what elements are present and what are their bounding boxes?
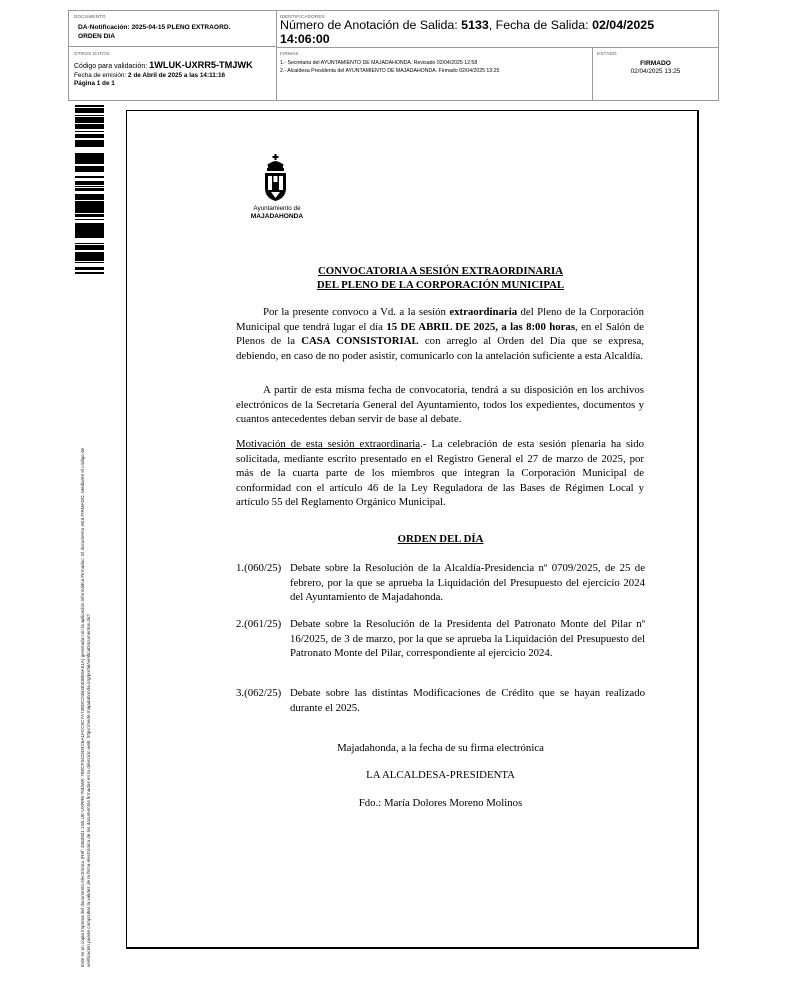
agenda-item — [236, 561, 645, 605]
barcode-bar — [75, 199, 104, 200]
agenda-item-text: Debate sobre las distintas Modificaciones de Crédito que se hayan realizado durante el 2025. — [290, 687, 645, 714]
barcode-bar — [75, 106, 104, 107]
barcode-bar — [75, 127, 104, 129]
agenda-item-number: 2.(061/25) — [236, 618, 282, 630]
barcode-bar — [75, 206, 104, 208]
barcode-bar — [75, 188, 104, 189]
codigo-valor: 1WLUK-UXRR5-TMJWK — [149, 60, 253, 70]
estado-value: FIRMADO — [640, 60, 671, 67]
paragraph-convocatoria: Por la presente convoco a Vd. a la sesión extraordinaria del Pleno de la Corporación Municipal que tendrá lugar el día 15 DE ABRIL DE 2025, a las 8:00 horas, en el Salón de Plenos de la CASA CONSISTORIAL con arreglo al Orden del Día que se expresa, debiendo, en caso de no poder asistir, comunicarlo con la antelación suficiente a esta Alcaldía. — [236, 306, 645, 362]
barcode-bar — [75, 219, 104, 220]
barcode-bar — [75, 186, 104, 187]
barcode-bar — [75, 273, 104, 274]
barcode-bar — [75, 145, 104, 147]
firmas-cell — [277, 47, 593, 100]
barcode-bar — [75, 153, 104, 155]
barcode-bar — [75, 196, 104, 197]
agenda-item — [236, 617, 645, 661]
barcode-bar — [75, 125, 104, 127]
barcode-bar — [75, 115, 104, 116]
pagina-indicator: Página 1 de 1 — [74, 80, 115, 87]
fecha-emision: Fecha de emisión: 2 de Abril de 2025 a las 14:11:16 — [74, 72, 226, 79]
barcode-bar — [75, 259, 104, 261]
barcode-bar — [75, 184, 104, 185]
barcode-bar — [75, 110, 104, 112]
barcode-bar — [75, 183, 104, 184]
ayuntamiento-crest-icon — [244, 154, 310, 206]
barcode-bar — [75, 233, 104, 235]
barcode-bar — [75, 210, 104, 213]
barcode-bar — [75, 231, 104, 233]
barcode-bar — [75, 189, 104, 190]
barcode-bar — [75, 137, 104, 138]
agenda-item-text: Debate sobre la Resolución de la Alcaldía-Presidencia nº 0709/2025, de 25 de febrero, por la que se aprueba la Liquidación del Presupuesto del ejercicio 2024 del Ayuntamiento de Majadahonda. — [290, 562, 645, 604]
barcode-bar — [75, 140, 104, 141]
barcode-bar — [75, 205, 104, 206]
documento-line2: ORDEN DIA — [78, 33, 115, 40]
barcode-bar — [75, 202, 104, 205]
barcode-bar — [75, 117, 104, 119]
barcode-bar — [75, 112, 104, 113]
agenda-item-number: 1.(060/25) — [236, 562, 282, 574]
barcode-bar — [75, 141, 104, 142]
signer-name: Fdo.: María Dolores Moreno Molinos — [358, 797, 523, 809]
barcode-bar — [75, 105, 104, 106]
anotacion-line: Número de Anotación de Salida: 5133, Fecha de Salida: 02/04/2025 — [280, 18, 655, 32]
barcode-bar — [75, 237, 104, 238]
barcode-bar — [75, 248, 104, 249]
signer-role: LA ALCALDESA-PRESIDENTA — [366, 769, 515, 781]
barcode-bar — [75, 254, 104, 255]
barcode-bar — [75, 272, 104, 273]
barcode-bar — [75, 171, 104, 172]
firmas-caption: FIRMAS — [280, 51, 299, 56]
barcode-bar — [75, 144, 104, 145]
barcode-bar — [75, 142, 104, 144]
barcode-bar — [75, 182, 104, 183]
barcode-bar — [75, 252, 104, 254]
estado-date: 02/04/2025 13:25 — [630, 68, 681, 75]
barcode-bar — [75, 168, 104, 171]
barcode-bar — [75, 166, 104, 168]
barcode-bar — [75, 262, 104, 263]
barcode-bar — [75, 190, 104, 191]
documento-line1: DA-Notificación: 2025-04-15 PLENO EXTRAORD. — [78, 24, 231, 31]
barcode-bar — [75, 157, 104, 160]
codigo-validacion: Código para validación: 1WLUK-UXRR5-TMJWK — [74, 60, 253, 70]
barcode-bar — [75, 225, 104, 228]
title-line1: CONVOCATORIA A SESIÓN EXTRAORDINARIA — [317, 265, 564, 277]
barcode-bar — [75, 124, 104, 125]
barcode-bar — [75, 119, 104, 121]
anotacion-fecha: 02/04/2025 — [592, 18, 655, 32]
identificadores-caption: IDENTIFICADORES — [280, 14, 325, 19]
closing-line: Majadahonda, a la fecha de su firma electrónica — [337, 742, 544, 754]
paragraph-motivacion: Motivación de esta sesión extraordinaria.- La celebración de esta sesión plenaria ha sido solicitada, mediante escrito presentado en el Registro General el 27 de marzo de 2025, por más de la cuarta parte de los miembros que integran la Corporación Municipal de conformidad con el artículo 46 de la Ley Reguladora de las Bases de Régimen Local y artículo 55 del Reglamento Orgánico Municipal. — [236, 438, 644, 509]
side-text-line2: verificación puede comprobar la validez de la firma electrónica de los documentos firmados en la dirección web: https://sede.majadahonda.org/portal/verificaDocumentos.do? — [86, 614, 91, 967]
barcode-bar — [75, 256, 104, 259]
barcode-bar — [75, 162, 104, 164]
side-verification-text — [80, 287, 92, 967]
barcode-bar — [75, 194, 104, 196]
barcode-bar — [75, 228, 104, 229]
barcode-bar — [75, 108, 104, 110]
anotacion-hora: 14:06:00 — [280, 32, 330, 46]
barcode-bar — [75, 223, 104, 225]
agenda-item — [236, 686, 645, 715]
validation-barcode — [75, 104, 104, 279]
documento-caption: DOCUMENTO — [74, 14, 106, 19]
barcode-bar — [75, 245, 104, 247]
barcode-bar — [75, 177, 104, 178]
orden-del-dia-heading: ORDEN DEL DÍA — [397, 533, 484, 545]
barcode-bar — [75, 229, 104, 231]
estado-caption: ESTADO — [597, 51, 617, 56]
otros-datos-cell — [69, 47, 277, 100]
barcode-bar — [75, 176, 104, 177]
barcode-bar — [75, 131, 104, 132]
title-line2: DEL PLENO DE LA CORPORACIÓN MUNICIPAL — [316, 279, 565, 291]
header-table — [68, 10, 719, 101]
identificadores-cell — [277, 11, 718, 47]
firma-2: 2.- Alcaldesa Presidenta del AYUNTAMIENTO DE MAJADAHONDA. Firmado 02/04/2025 13:25 — [280, 68, 500, 74]
paragraph-disposicion: A partir de esta misma fecha de convocatoria, tendrá a su disposición en los archivos electrónicos de la Secretaría General del Ayuntamiento, todos los expedientes, documentos y cuantos antecedentes deban servir de base al debate. — [236, 384, 644, 426]
agenda-item-number: 3.(062/25) — [236, 687, 282, 699]
barcode-bar — [75, 136, 104, 137]
logo-line2: MAJADAHONDA — [250, 213, 304, 220]
otros-datos-caption: OTROS DATOS — [74, 51, 110, 56]
barcode-bar — [75, 155, 104, 156]
barcode-bar — [75, 235, 104, 237]
firma-1: 1.- Secretaria del AYUNTAMIENTO DE MAJADAHONDA. Revisado 02/04/2025 12:58 — [280, 60, 478, 66]
logo-line1: Ayuntamiento de — [253, 205, 301, 212]
motivacion-label: Motivación de esta sesión extraordinaria — [236, 438, 421, 450]
barcode-bar — [75, 243, 104, 244]
logo-caption — [246, 205, 308, 221]
barcode-bar — [75, 121, 104, 123]
side-text-line1: Este es un copia impresa del documento electrónico (Ref: 3463931 1WLUK-UXRR5-TMJWK 7B0CF3429D4C6A1FCC9C7A748DCD3B4E40BE8A51A) generada con la aplicación informática Firmadoc. El documento está FIRMADO. Mediante el código de — [80, 447, 85, 967]
barcode-bar — [75, 181, 104, 182]
agenda-item-text: Debate sobre la Resolución de la Presidenta del Patronato Monte del Pilar nº 16/2025, de 3 de marzo, por la que se aprueba la Liquidación del Presupuesto del Patronato Monte del Pilar, correspondiente al ejercicio 2024. — [290, 618, 645, 660]
estado-cell — [593, 47, 718, 100]
barcode-bar — [75, 208, 104, 210]
anotacion-numero: 5133 — [461, 18, 489, 32]
barcode-bar — [75, 160, 104, 162]
barcode-bar — [75, 267, 104, 269]
barcode-bar — [75, 269, 104, 270]
document-frame — [126, 110, 699, 949]
barcode-bar — [75, 197, 104, 199]
barcode-bar — [75, 249, 104, 250]
documento-cell — [69, 11, 277, 47]
page-title — [236, 264, 645, 292]
barcode-bar — [75, 247, 104, 248]
barcode-bar — [75, 134, 104, 136]
barcode-bar — [75, 201, 104, 202]
barcode-bar — [75, 255, 104, 256]
barcode-bar — [75, 214, 104, 217]
barcode-bar — [75, 156, 104, 157]
